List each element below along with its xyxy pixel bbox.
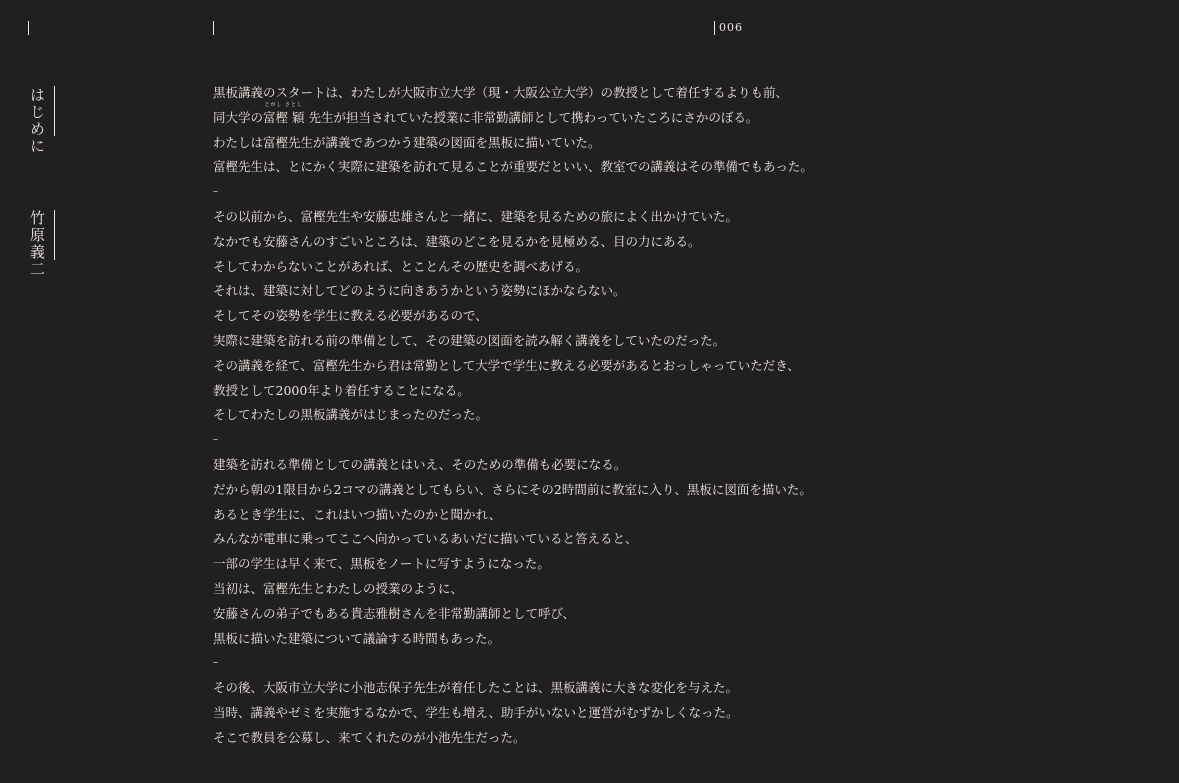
body-text [213,84,1153,754]
paragraph-separator: – [213,657,218,669]
text-line: 一部の学生は早く来て、黒板をノートに写すようになった。 [213,556,550,572]
text-line: あるとき学生に、これはいつ描いたのかと聞かれ、 [213,506,502,522]
ruby-name [263,101,305,125]
text-line: 当初は、富樫先生とわたしの授業のように、 [213,580,464,596]
text-line: 教授として2000年より着任することになる。 [213,382,470,398]
text-line: その後、大阪市立大学に小池志保子先生が着任したことは、黒板講義に大きな変化を与えた。 [213,680,739,696]
text-line: 黒板に描いた建築について議論する時間もあった。 [213,630,501,646]
text-segment: 先生が担当されていた授業に非常勤講師として携わっていたころにさかのぼる。 [304,109,759,125]
text-line: わたしは富樫先生が講義であつかう建築の図面を黒板に描いていた。 [213,134,601,150]
text-line: 当時、講義やゼミを実施するなかで、学生も増え、助手がいないと運営がむずかしくなった。 [213,704,739,720]
text-line: 富樫先生は、とにかく実際に建築を訪れて見ることが重要だといい、教室での講義はその準備でもあった。 [213,159,813,175]
text-line: それは、建築に対してどのように向きあうかという姿勢にほかならない。 [213,283,626,299]
page-number: 006 [719,21,743,34]
text-line: みんなが電車に乗ってここへ向かっているあいだに描いていると答えると、 [213,531,638,547]
ruby-reading: とがし さとし [264,101,304,108]
text-line: なかでも安藤さんのすごいところは、建築のどこを見るかを見極める、目の力にある。 [213,233,701,249]
chapter-title-rule [54,86,55,136]
text-line [213,101,1153,134]
header-tick-right [714,21,715,35]
text-line: そしてその姿勢を学生に教える必要があるので、 [213,308,488,324]
text-line: 黒板講義のスタートは、わたしが大阪市立大学（現・大阪公立大学）の教授として着任するよりも前、 [213,85,789,100]
text-line: そしてわたしの黒板講義がはじまったのだった。 [213,407,489,423]
text-line: そしてわからないことがあれば、とことんその歴史を調べあげる。 [213,258,589,274]
text-line: そこで教員を公募し、来てくれたのが小池先生だった。 [213,729,526,745]
text-line: だから朝の1限目から2コマの講義としてもらい、さらにその2時間前に教室に入り、黒板に図面を描いた。 [213,481,812,497]
chapter-title: はじめに [28,87,46,155]
author-name-rule [54,210,55,260]
text-line: 安藤さんの弟子でもある貴志雅樹さんを非常勤講師として呼び、 [213,605,576,621]
ruby-base: 富樫 穎 [263,109,305,125]
text-line: その以前から、富樫先生や安藤忠雄さんと一緒に、建築を見るための旅によく出かけていた。 [213,208,739,224]
paragraph-separator: – [213,434,218,446]
text-line: 実際に建築を訪れる前の準備として、その建築の図面を読み解く講義をしていたのだった。 [213,332,726,348]
text-line: その講義を経て、富樫先生から君は常勤として大学で学生に教える必要があるとおっしゃっていただき、 [213,357,800,373]
paragraph-separator: – [213,186,218,198]
header-tick-left [28,21,29,35]
author-name: 竹原義二 [28,210,46,278]
text-segment: 同大学の [213,109,264,125]
text-line: 建築を訪れる準備としての講義とはいえ、そのための準備も必要になる。 [213,456,627,472]
header-tick-middle [213,21,214,35]
